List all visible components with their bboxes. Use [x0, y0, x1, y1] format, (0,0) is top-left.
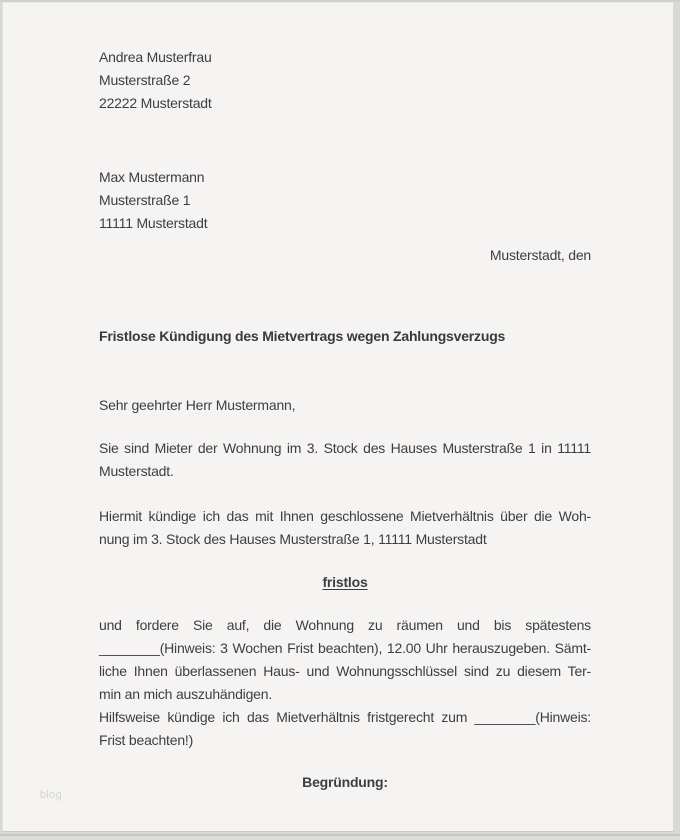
paragraph-termination [99, 505, 591, 551]
paragraph-demand-line: Frist beachten!) [99, 732, 194, 748]
recipient-city: 11111 Musterstadt [99, 215, 208, 231]
paragraph-demand [99, 614, 591, 752]
recipient-street: Musterstraße 1 [99, 192, 191, 208]
date-line: Musterstadt, den [489, 247, 591, 263]
paragraph-tenant-line: Sie sind Mieter der Wohnung im 3. Stock des Hauses Musterstraße 1 in 11111 [99, 440, 591, 456]
sender-city: 22222 Musterstadt [99, 95, 212, 111]
sender-name: Andrea Musterfrau [99, 49, 212, 65]
sender-address-block [99, 49, 591, 118]
paragraph-demand-line: Hilfsweise kündige ich das Mietverhältnis fristgerecht zum ________(Hinweis: [99, 709, 591, 725]
keyword-fristlos-text: fristlos [322, 574, 368, 590]
salutation: Sehr geehrter Herr Mustermann, [99, 397, 296, 413]
paragraph-tenant [99, 437, 591, 483]
recipient-name: Max Mustermann [99, 169, 205, 185]
paragraph-demand-line: ________(Hinweis: 3 Wochen Frist beachten), 12.00 Uhr herauszugeben. Sämt- [99, 640, 591, 656]
recipient-address-block [99, 169, 591, 238]
paragraph-demand-line: liche Ihnen überlassenen Haus- und Wohnungsschlüssel sind zu diesem Ter- [99, 663, 591, 679]
paragraph-termination-line: nung im 3. Stock des Hauses Musterstraße 1, 11111 Musterstadt [99, 531, 487, 547]
subject-line: Fristlose Kündigung des Mietvertrags wegen Zahlungsverzugs [99, 328, 506, 344]
watermark-text: blog [40, 789, 62, 801]
sender-street: Musterstraße 2 [99, 72, 191, 88]
reason-heading: Begründung: [302, 774, 388, 790]
paragraph-demand-line: min an mich auszuhändigen. [99, 686, 273, 702]
paragraph-termination-line: Hiermit kündige ich das mit Ihnen geschlossene Mietverhältnis über die Woh- [99, 508, 591, 524]
paragraph-demand-line: und fordere Sie auf, die Wohnung zu räumen und bis spätestens [99, 617, 591, 633]
keyword-fristlos [99, 573, 591, 591]
page-border-bottom-strip [0, 836, 680, 840]
letter-page [2, 2, 674, 832]
paragraph-tenant-line: Musterstadt. [99, 463, 174, 479]
